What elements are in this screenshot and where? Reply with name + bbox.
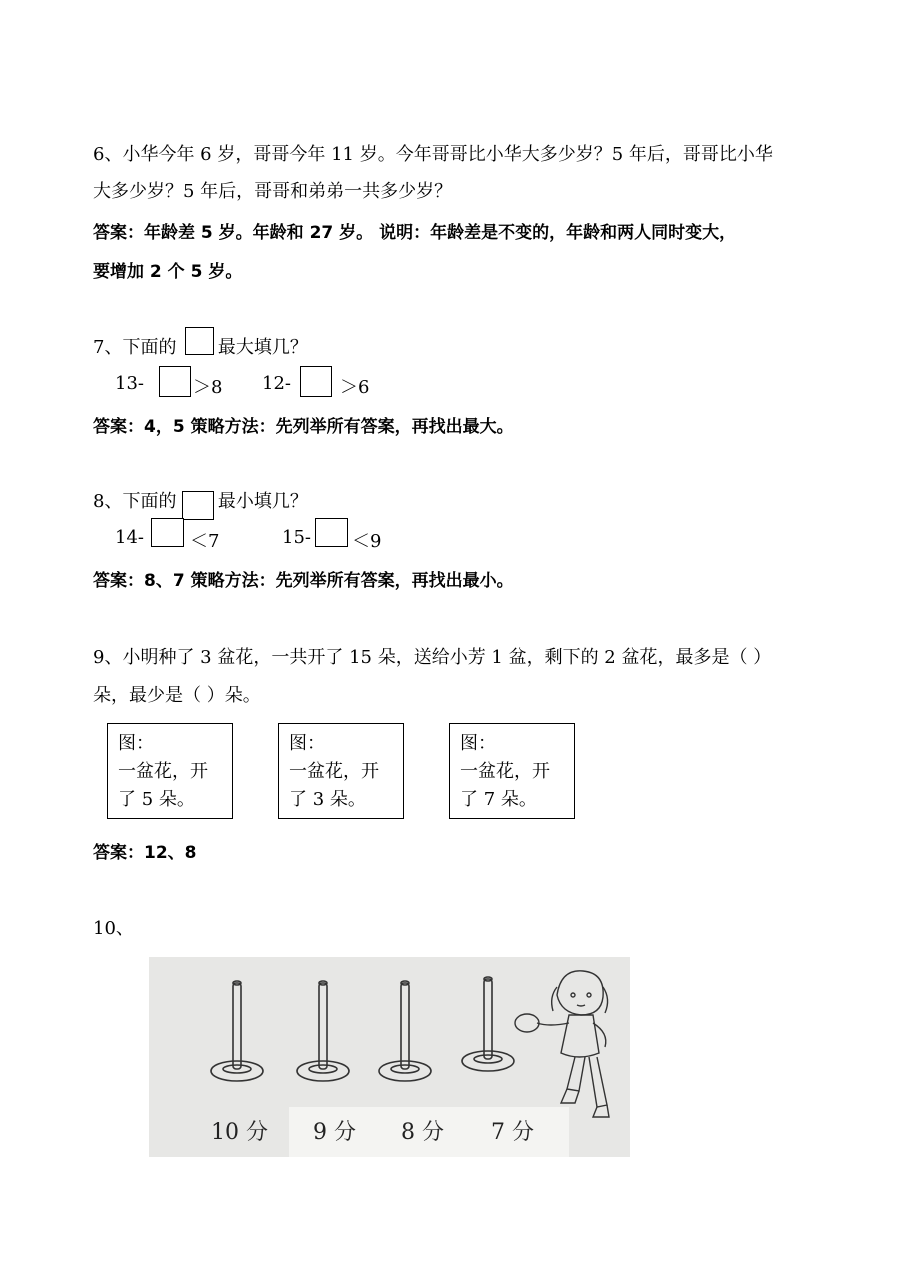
q7-expr2-right: ＞6: [340, 377, 370, 398]
ring-toss-photo: [149, 957, 630, 1157]
q9-card-1: [107, 723, 233, 819]
q9-card-3: [449, 723, 575, 819]
q7-expr1-right: ＞8: [193, 377, 223, 398]
score-label-2: 9 分: [313, 1120, 356, 1145]
card-title: 图：: [289, 733, 325, 754]
score-label-3: 8 分: [401, 1120, 444, 1145]
q9-answer: 答案：12、8: [93, 843, 197, 863]
q7-expr1-left: 13-: [115, 373, 144, 394]
q6-answer1: 答案：年龄差 5 岁。年龄和 27 岁。 说明：年龄差是不变的，年龄和两人同时变大，: [93, 223, 737, 243]
card-line2: 了 3 朵。: [289, 789, 366, 810]
q8-expr1-right: ＜7: [190, 531, 220, 552]
q7-expr2-left: 12-: [262, 373, 291, 394]
q7-expr2-blank-box[interactable]: [300, 366, 332, 397]
q8-answer: 答案：8、7 策略方法：先列举所有答案，再找出最小。: [93, 571, 514, 591]
q8-expr2-left: 15-: [282, 527, 311, 548]
q8-prefix: 8、下面的: [93, 491, 177, 512]
q8-expr2-blank-box[interactable]: [315, 518, 348, 547]
q7-expr1-blank-box[interactable]: [159, 366, 191, 397]
card-title: 图：: [118, 733, 154, 754]
q6-line2: 大多少岁？5 年后，哥哥和弟弟一共多少岁？: [93, 181, 453, 202]
q7-suffix: 最大填几？: [217, 337, 308, 358]
q8-prompt-blank-box: [182, 491, 214, 520]
score-label-4: 7 分: [491, 1120, 534, 1145]
q7-prompt-blank-box: [185, 327, 214, 355]
card-line1: 一盆花，开: [118, 761, 208, 782]
q10-label: 10、: [93, 918, 134, 939]
q8-expr1-blank-box[interactable]: [151, 518, 184, 547]
q9-line1: 9、小明种了 3 盆花，一共开了 15 朵，送给小芳 1 盆，剩下的 2 盆花，最多是（ ）: [93, 647, 772, 668]
q6-line1: 6、小华今年 6 岁，哥哥今年 11 岁。今年哥哥比小华大多少岁？5 年后，哥哥比小华: [93, 144, 773, 165]
q6-answer2: 要增加 2 个 5 岁。: [93, 262, 243, 282]
q8-expr2-right: ＜9: [352, 531, 382, 552]
score-label-1: 10 分: [211, 1120, 268, 1145]
card-line1: 一盆花，开: [460, 761, 550, 782]
q7-prefix: 7、下面的: [93, 337, 177, 358]
q7-answer: 答案：4，5 策略方法：先列举所有答案，再找出最大。: [93, 417, 514, 437]
card-title: 图：: [460, 733, 496, 754]
q8-expr1-left: 14-: [115, 527, 144, 548]
card-line2: 了 7 朵。: [460, 789, 537, 810]
q8-suffix: 最小填几？: [217, 491, 308, 512]
q9-card-2: [278, 723, 404, 819]
q9-line2: 朵，最少是（ ）朵。: [93, 685, 261, 706]
card-line2: 了 5 朵。: [118, 789, 195, 810]
card-line1: 一盆花，开: [289, 761, 379, 782]
